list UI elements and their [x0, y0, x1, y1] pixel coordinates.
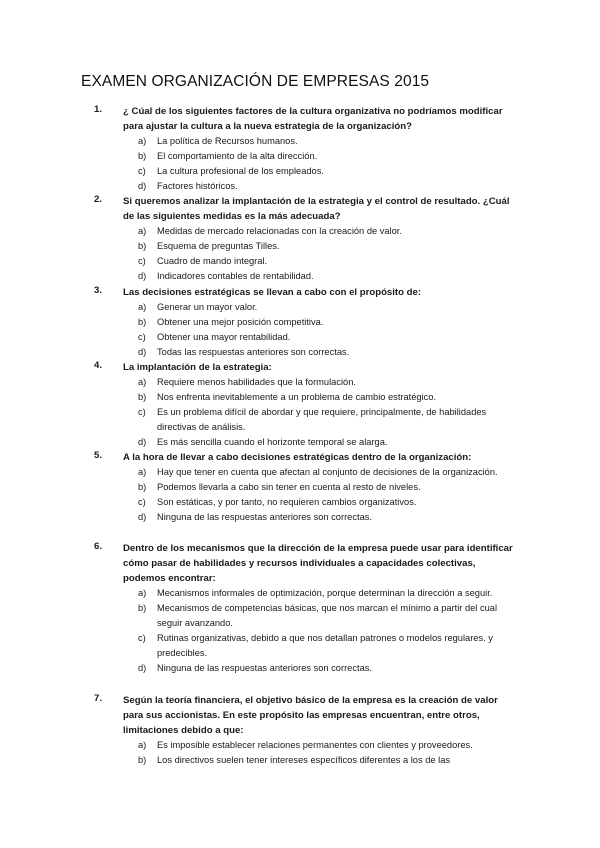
option-letter: d): [138, 347, 147, 357]
option-text: Es más sencilla cuando el horizonte temporal se alarga.: [157, 437, 388, 447]
question-number: 3.: [94, 285, 103, 296]
option-letter: b): [138, 392, 147, 402]
option: [106, 134, 518, 149]
option-letter: a): [138, 136, 147, 146]
option-text: Requiere menos habilidades que la formulación.: [157, 377, 356, 387]
option-text: Medidas de mercado relacionadas con la creación de valor.: [157, 226, 402, 236]
option-letter: b): [138, 317, 147, 327]
option: [106, 345, 518, 360]
question-text: Las decisiones estratégicas se llevan a cabo con el propósito de:: [123, 287, 422, 298]
question-number: 4.: [94, 360, 103, 371]
option-letter: b): [138, 241, 147, 251]
option-letter: b): [138, 603, 147, 613]
option: [106, 269, 518, 284]
option-text: Factores históricos.: [157, 181, 238, 191]
option-text: La cultura profesional de los empleados.: [157, 166, 324, 176]
option-text: Todas las respuestas anteriores son correctas.: [157, 347, 350, 357]
option-text: Es imposible establecer relaciones permanentes con clientes y proveedores.: [157, 740, 473, 750]
option-text: Hay que tener en cuenta que afectan al conjunto de decisiones de la organización.: [157, 467, 498, 477]
option-letter: d): [138, 271, 147, 281]
option-text: Los directivos suelen tener intereses específicos diferentes a los de las: [157, 755, 451, 765]
option: [106, 330, 518, 345]
question-2: [94, 194, 518, 284]
option-letter: a): [138, 377, 147, 387]
option-letter: a): [138, 226, 147, 236]
option-letter: c): [138, 166, 146, 176]
option: [106, 254, 518, 269]
option: [106, 586, 518, 601]
option-text: La política de Recursos humanos.: [157, 136, 298, 146]
option-text: Mecanismos informales de optimización, porque determinan la dirección a seguir.: [157, 588, 493, 598]
option: [106, 405, 518, 435]
question-text: La implantación de la estrategia:: [123, 362, 272, 373]
option-letter: b): [138, 755, 147, 765]
option-list: [106, 738, 518, 768]
option: [106, 753, 518, 768]
option: [106, 435, 518, 450]
option: [106, 315, 518, 330]
option-text: Obtener una mayor rentabilidad.: [157, 332, 291, 342]
option-list: [106, 586, 518, 676]
option-list: [106, 375, 518, 450]
option: [106, 224, 518, 239]
option-text: Son estáticas, y por tanto, no requieren cambios organizativos.: [157, 497, 417, 507]
option-text: Nos enfrenta inevitablemente a un problema de cambio estratégico.: [157, 392, 437, 402]
option-text: Ninguna de las respuestas anteriores son correctas.: [157, 512, 372, 522]
page-title: EXAMEN ORGANIZACIÓN DE EMPRESAS 2015: [81, 73, 430, 90]
option-text: Podemos llevarla a cabo sin tener en cuenta al resto de niveles.: [157, 482, 421, 492]
question-number: 1.: [94, 104, 103, 115]
option-letter: c): [138, 407, 146, 417]
question-3: [94, 285, 518, 360]
option: [106, 661, 518, 676]
option: [106, 239, 518, 254]
option-list: [106, 465, 518, 525]
option-text: Obtener una mejor posición competitiva.: [157, 317, 324, 327]
option-text: Ninguna de las respuestas anteriores son correctas.: [157, 663, 372, 673]
option: [106, 480, 518, 495]
option-letter: a): [138, 588, 147, 598]
option: [106, 300, 518, 315]
option-letter: d): [138, 663, 147, 673]
option: [106, 738, 518, 753]
question-7: [94, 693, 518, 768]
option-text: El comportamiento de la alta dirección.: [157, 151, 318, 161]
option-letter: d): [138, 181, 147, 191]
option-letter: c): [138, 256, 146, 266]
option-text: Es un problema difícil de abordar y que requiere, principalmente, de habilidades directivas de análisis.: [157, 407, 487, 432]
option: [106, 465, 518, 480]
option: [106, 149, 518, 164]
option-letter: d): [138, 437, 147, 447]
question-text: Dentro de los mecanismos que la dirección de la empresa puede usar para identificar cómo pasar de habilidades y recursos individuales a capacidades colectivas, podemos encontrar:: [123, 543, 513, 584]
option: [106, 179, 518, 194]
option-letter: a): [138, 302, 147, 312]
option-list: [106, 300, 518, 360]
question-text: Según la teoría financiera, el objetivo básico de la empresa es la creación de valor para sus accionistas. En este propósito las empresas encuentran, entre otros, limitaciones debido a que:: [123, 695, 498, 736]
question-5: [94, 450, 518, 525]
option-list: [106, 134, 518, 194]
option: [106, 375, 518, 390]
question-number: 6.: [94, 541, 103, 552]
question-1: [94, 104, 518, 194]
option: [106, 495, 518, 510]
option-letter: c): [138, 633, 146, 643]
option-text: Rutinas organizativas, debido a que nos detallan patrones o modelos regulares. y predecibles.: [157, 633, 493, 658]
question-number: 5.: [94, 450, 103, 461]
question-number: 7.: [94, 693, 103, 704]
question-text: ¿ Cúal de los siguientes factores de la cultura organizativa no podríamos modificar para ajustar la cultura a la nueva estrategia de la organización?: [123, 106, 503, 132]
option-text: Esquema de preguntas Tilles.: [157, 241, 280, 251]
option-letter: a): [138, 740, 147, 750]
option-letter: c): [138, 332, 146, 342]
question-6: [94, 541, 518, 676]
option-text: Cuadro de mando integral.: [157, 256, 268, 266]
option-letter: d): [138, 512, 147, 522]
question-text: Si queremos analizar la implantación de la estrategia y el control de resultado. ¿Cuál de las siguientes medidas es la más adecuada?: [123, 196, 510, 222]
option: [106, 631, 518, 661]
option: [106, 164, 518, 179]
question-text: A la hora de llevar a cabo decisiones estratégicas dentro de la organización:: [123, 452, 472, 463]
option-text: Indicadores contables de rentabilidad.: [157, 271, 314, 281]
question-4: [94, 360, 518, 450]
option: [106, 510, 518, 525]
option-list: [106, 224, 518, 284]
option-letter: b): [138, 151, 147, 161]
option-letter: c): [138, 497, 146, 507]
option-text: Generar un mayor valor.: [157, 302, 258, 312]
option-text: Mecanismos de competencias básicas, que nos marcan el mínimo a partir del cual seguir avanzando.: [157, 603, 498, 628]
option: [106, 390, 518, 405]
option-letter: b): [138, 482, 147, 492]
option: [106, 601, 518, 631]
question-number: 2.: [94, 194, 103, 205]
option-letter: a): [138, 467, 147, 477]
